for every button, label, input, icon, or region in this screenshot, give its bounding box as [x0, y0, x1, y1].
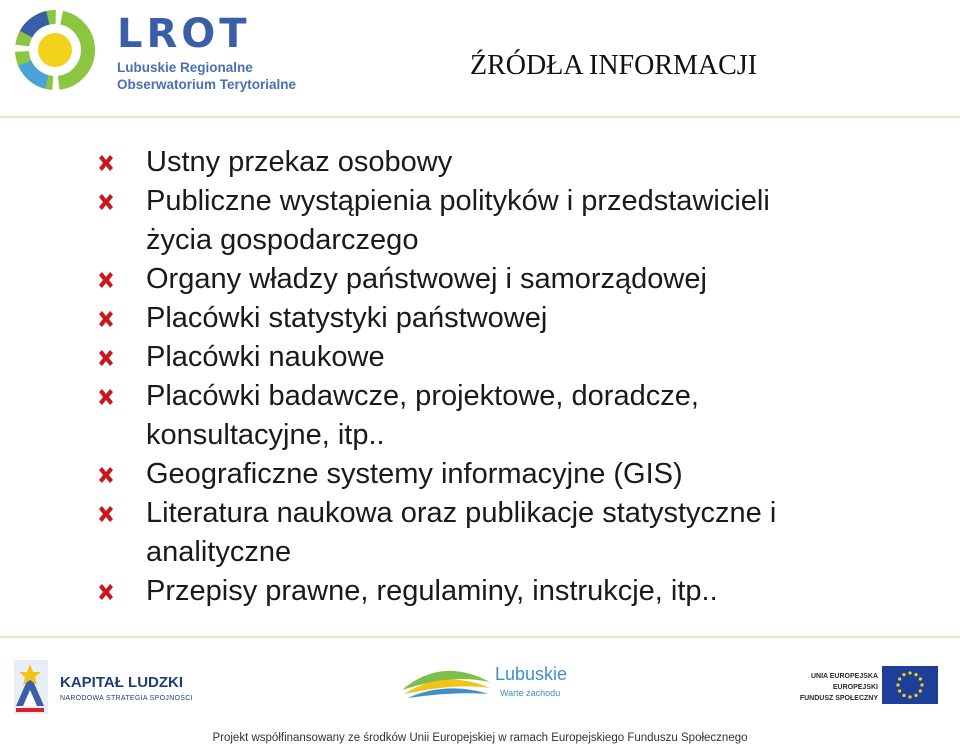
eu-label-line2: EUROPEJSKI: [832, 684, 878, 691]
eu-star: [920, 683, 923, 686]
bullet-item: [0, 572, 960, 611]
bullet-text-line: Placówki statystyki państwowej: [146, 302, 548, 334]
x-mark-icon: [97, 154, 115, 172]
eu-star: [914, 694, 917, 697]
eu-star: [914, 673, 917, 676]
bullet-text-line: Organy władzy państwowej i samorządowej: [146, 263, 707, 295]
bullet-item: [0, 455, 960, 494]
eu-star: [898, 689, 901, 692]
footer: [0, 640, 960, 754]
bullet-item: [0, 182, 960, 260]
lubuskie-tagline: Warte zachodu: [500, 688, 561, 698]
bullet-text-line: Publiczne wystąpienia polityków i przedstawicieli: [146, 185, 770, 217]
x-mark-icon: [97, 271, 115, 289]
x-mark-icon: [97, 388, 115, 406]
x-mark-icon: [97, 193, 115, 211]
x-mark-icon: [97, 349, 115, 367]
logo-wordmark: LROT: [117, 11, 251, 57]
bullet-list: [0, 143, 960, 611]
header-divider: [0, 116, 960, 118]
bullet-text-line: Przepisy prawne, regulaminy, instrukcje, itp..: [146, 575, 718, 607]
bullet-text-line: Placówki badawcze, projektowe, doradcze,: [146, 380, 699, 412]
eu-label-line3: FUNDUSZ SPOŁECZNY: [799, 695, 878, 702]
eu-star: [896, 683, 899, 686]
bullet-item: [0, 260, 960, 299]
bullet-text-line: Geograficzne systemy informacyjne (GIS): [146, 458, 683, 490]
logo-subtitle-line2: Obserwatorium Terytorialne: [117, 77, 297, 92]
lrot-logo: [10, 5, 297, 105]
eu-flag-icon: [882, 666, 938, 704]
footer-divider: [0, 636, 960, 638]
kapital-ludzki-logo: [8, 650, 208, 720]
bullet-item: [0, 338, 960, 377]
slide-title: ŹRÓDŁA INFORMACJI: [470, 50, 758, 81]
lubuskie-name: Lubuskie: [495, 664, 568, 684]
lubuskie-waves-icon: [400, 660, 492, 704]
kapital-ludzki-emblem-icon: [8, 656, 54, 718]
eu-label-line1: UNIA EUROPEJSKA: [810, 673, 878, 680]
bullet-text-line: konsultacyjne, itp..: [146, 419, 385, 451]
lrot-emblem-icon: [10, 5, 100, 95]
lubuskie-logo: [400, 652, 600, 722]
bullet-text-line: Literatura naukowa oraz publikacje statystyczne i: [146, 497, 777, 529]
x-mark-icon: [97, 466, 115, 484]
kapital-ludzki-name: KAPITAŁ LUDZKI: [60, 674, 184, 691]
x-mark-icon: [97, 310, 115, 328]
kapital-ludzki-subtitle: NARODOWA STRATEGIA SPÓJNOŚCI: [60, 695, 193, 702]
bullet-text-line: życia gospodarczego: [146, 224, 419, 256]
eu-star: [919, 689, 922, 692]
bullet-item: [0, 377, 960, 455]
x-mark-icon: [97, 583, 115, 601]
eu-star: [902, 673, 905, 676]
bullet-text-line: Ustny przekaz osobowy: [146, 146, 453, 178]
eu-star: [908, 695, 911, 698]
x-mark-icon: [97, 505, 115, 523]
eu-star: [898, 677, 901, 680]
eu-star: [902, 694, 905, 697]
eu-star: [919, 677, 922, 680]
logo-subtitle-line1: Lubuskie Regionalne: [117, 60, 253, 75]
eu-star: [908, 671, 911, 674]
bullet-item: [0, 143, 960, 182]
cofinancing-note: Projekt współfinansowany ze środków Unii Europejskiej w ramach Europejskiego Funduszu Społecznego: [212, 732, 748, 744]
bullet-item: [0, 494, 960, 572]
bullet-item: [0, 299, 960, 338]
bullet-text-line: Placówki naukowe: [146, 341, 385, 373]
bullet-text-line: analityczne: [146, 536, 292, 568]
